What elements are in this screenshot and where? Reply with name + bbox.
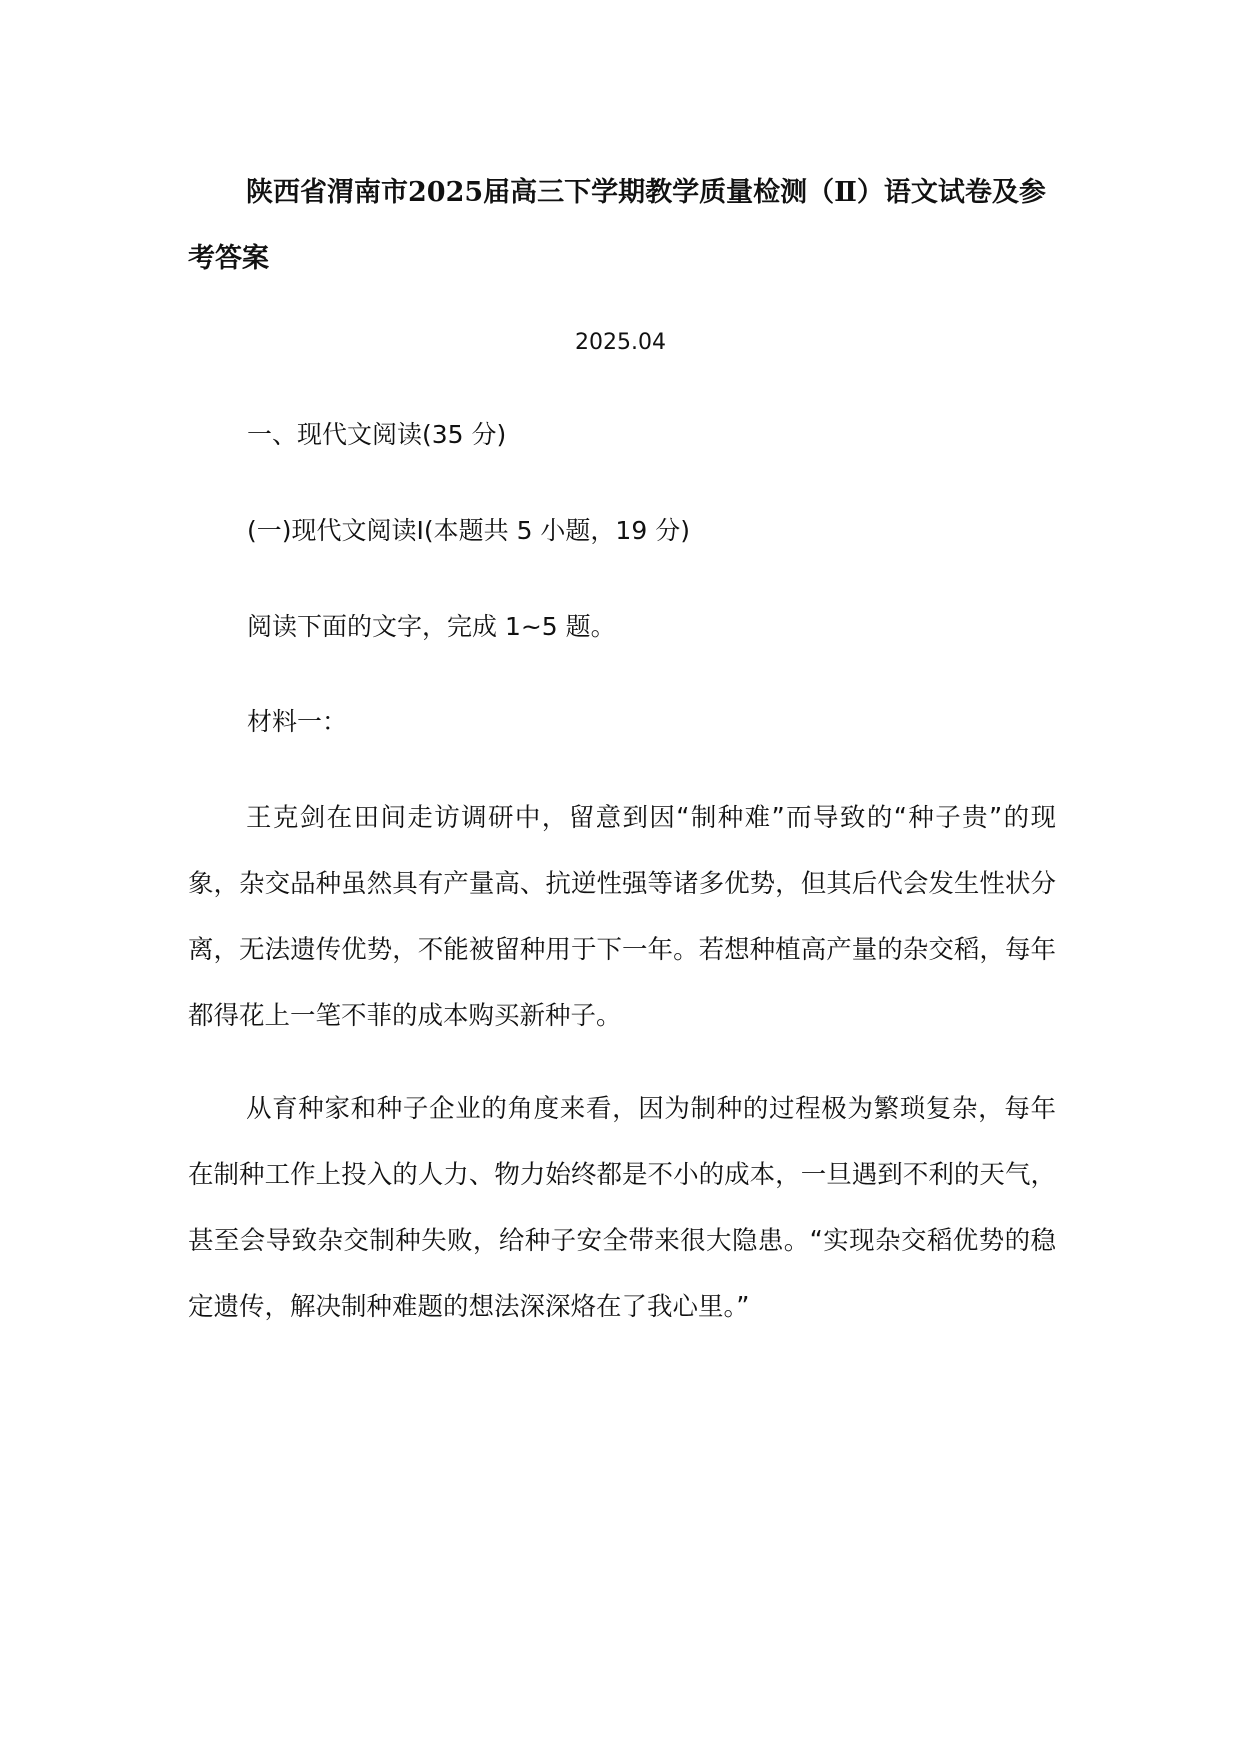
reading-instruction: 阅读下面的文字，完成 1~5 题。 [247, 612, 616, 641]
paragraph-1: 王克剑在田间走访调研中，留意到因“制种难”而导致的“种子贵”的现象，杂交品种虽然具有产量高、抗逆性强等诸多优势，但其后代会发生性状分离，无法遗传优势，不能被留种用于下一年。若想种植高产量的杂交稻，每年都得花上一笔不菲的成本购买新种子。 [188, 803, 1056, 1031]
section-heading: 一、现代文阅读(35 分) [247, 420, 507, 449]
document-title: 陕西省渭南市2025届高三下学期教学质量检测（Ⅱ）语文试卷及参考答案 [188, 177, 1046, 274]
document-date: 2025.04 [575, 330, 666, 355]
paragraph-2: 从育种家和种子企业的角度来看，因为制种的过程极为繁琐复杂，每年在制种工作上投入的人力、物力始终都是不小的成本，一旦遇到不利的天气，甚至会导致杂交制种失败，给种子安全带来很大隐患。“实现杂交稻优势的稳定遗传，解决制种难题的想法深深烙在了我心里。” [188, 1094, 1056, 1322]
material-label: 材料一： [247, 707, 348, 736]
subsection-heading: (一)现代文阅读Ⅰ(本题共 5 小题，19 分) [247, 516, 690, 545]
